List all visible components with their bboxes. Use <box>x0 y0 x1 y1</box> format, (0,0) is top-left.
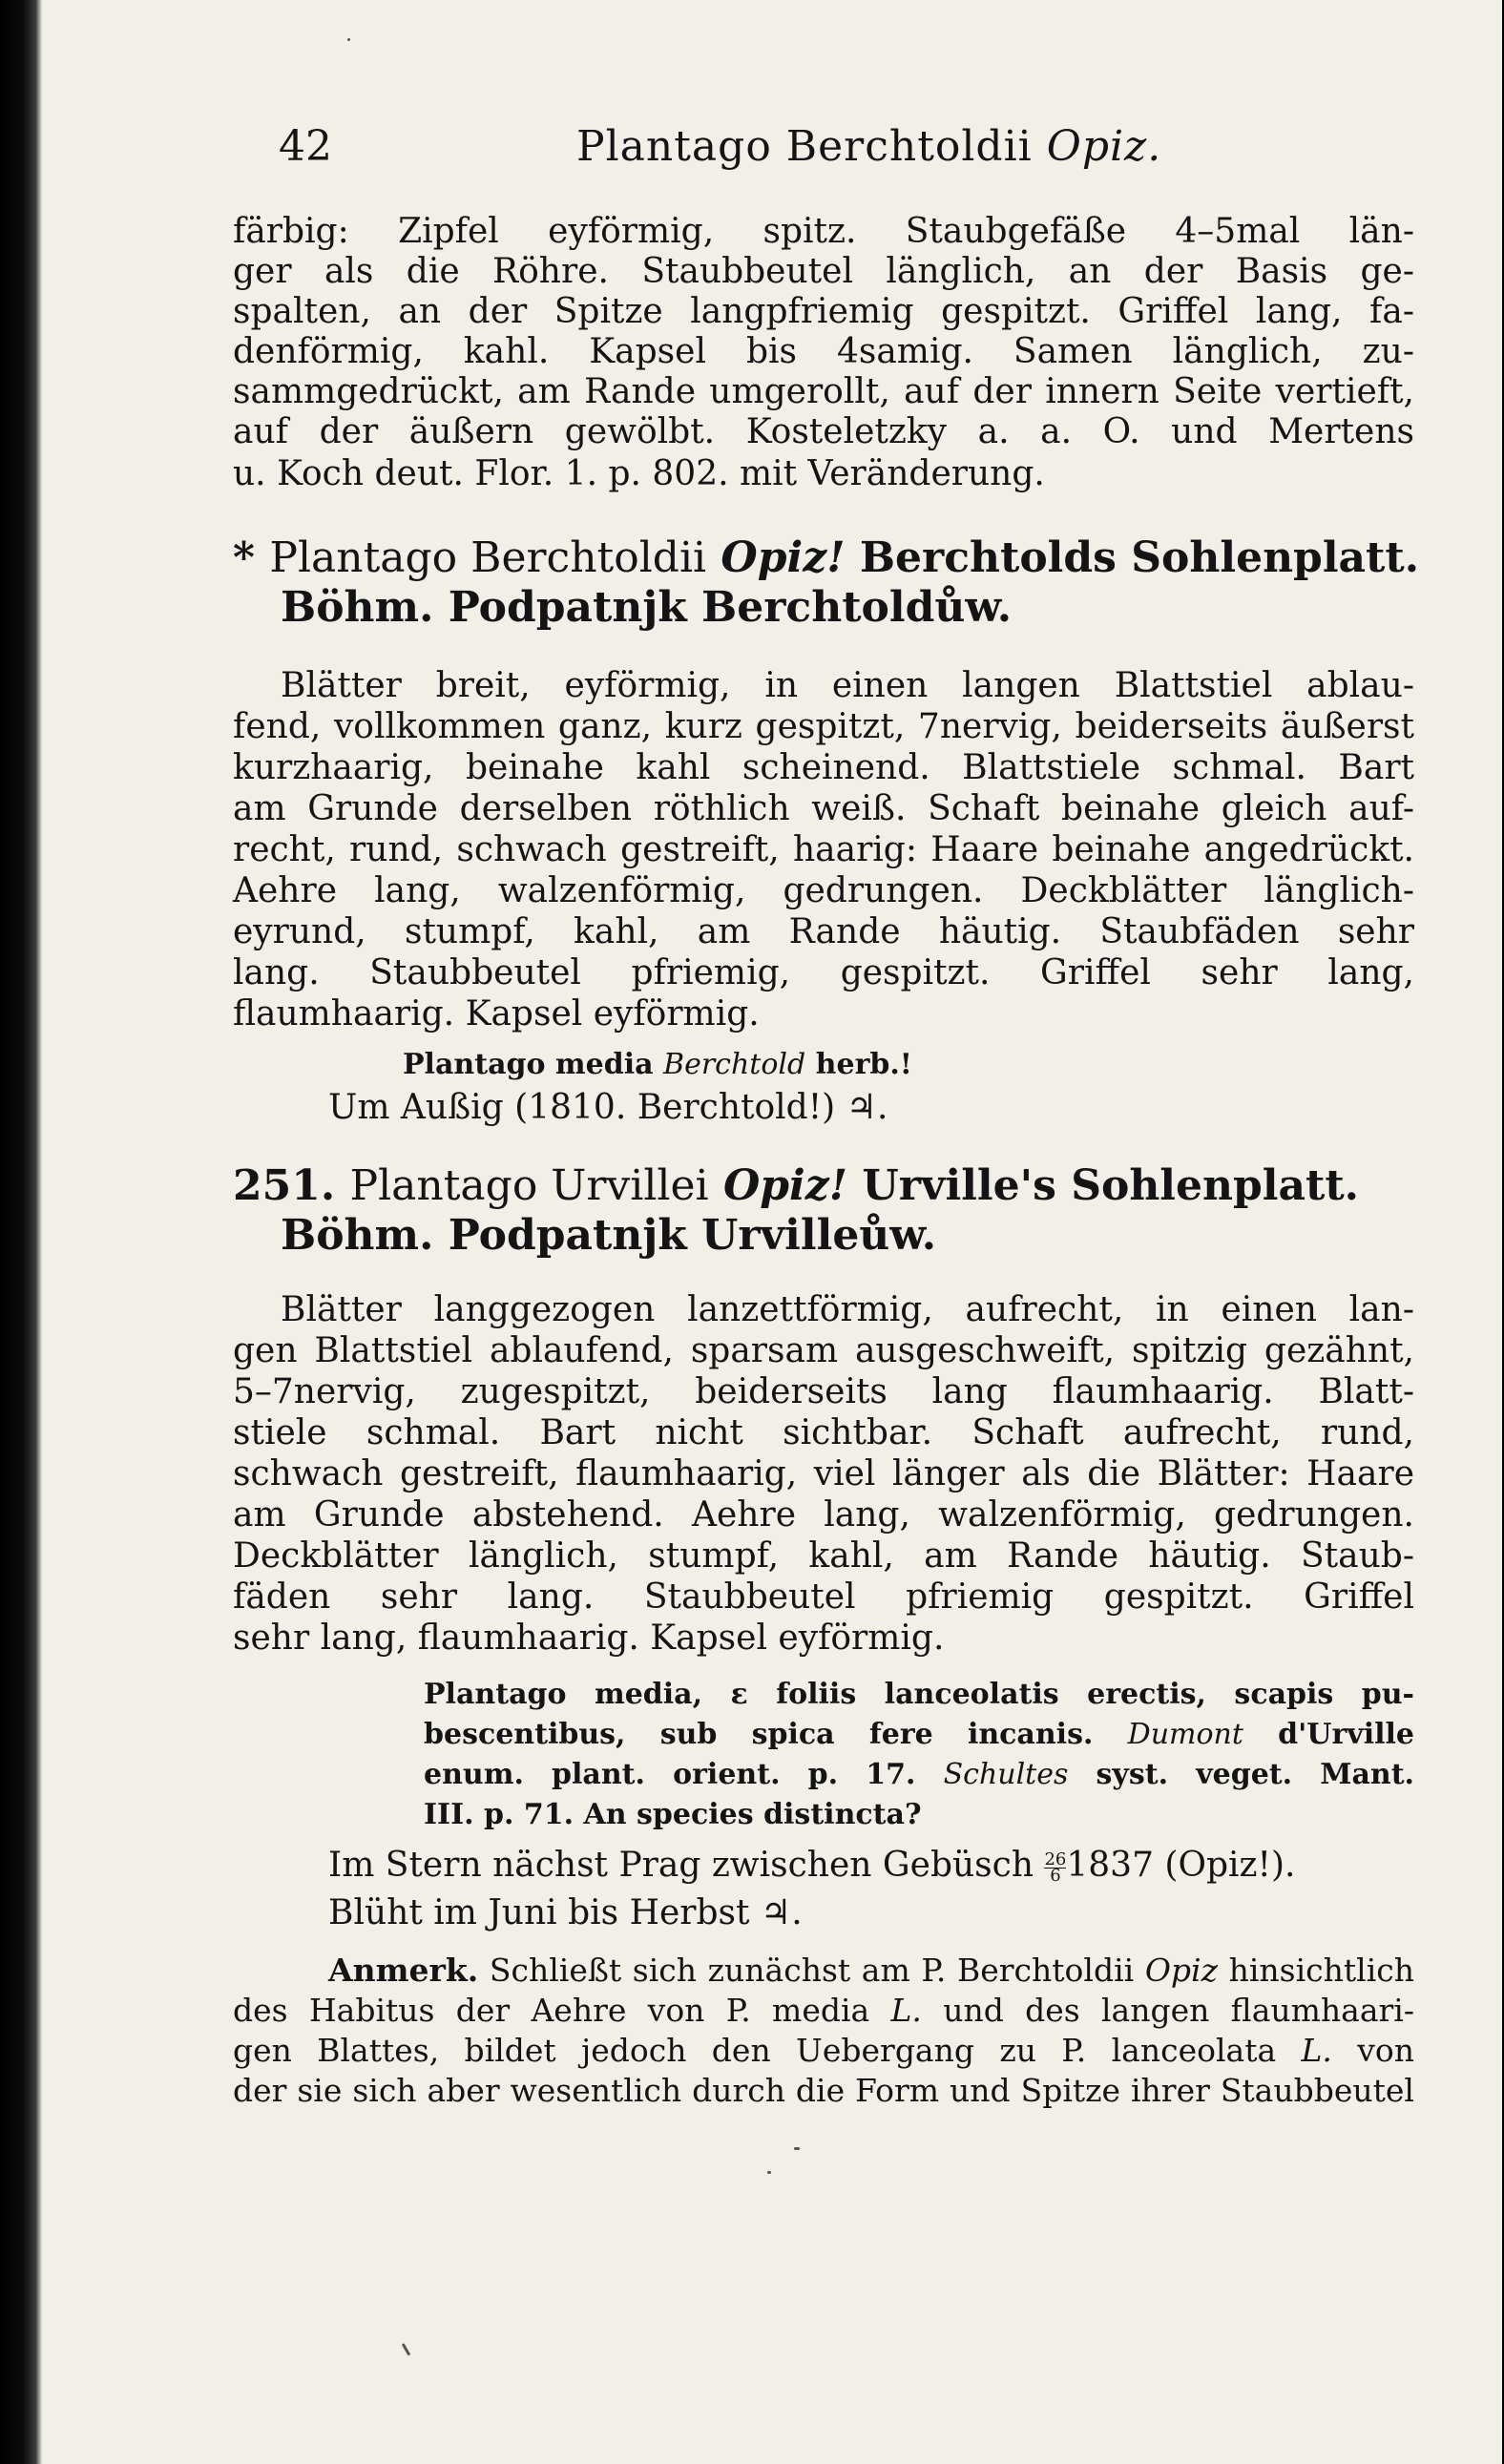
latin-synonym-text: enum. plant. orient. p. 17. <box>424 1758 916 1791</box>
latin-synonym-text: syst. veget. Mant. <box>1096 1758 1414 1791</box>
note-label: Anmerk. <box>328 1952 479 1989</box>
synonym-author: Berchtold <box>663 1048 806 1081</box>
text-line: 5–7nervig, zugespitzt, beiderseits lang flaumhaarig. Blatt- <box>233 1372 1414 1411</box>
scan-speck <box>347 38 350 41</box>
latin-synonym-line <box>424 1758 1414 1791</box>
latin-synonym-text: d'Urville <box>1278 1718 1414 1751</box>
species-bohemian-name: Böhm. Podpatnjk Berchtoldůw. <box>281 583 1013 632</box>
scan-speck <box>767 2171 771 2174</box>
note-line: der sie sich aber wesentlich durch die Form und Spitze ihrer Staubbeutel <box>233 2072 1414 2109</box>
locality-line <box>328 1846 1295 1886</box>
running-title <box>576 122 1161 171</box>
text-line: auf der äußern gewölbt. Kosteletzky a. a. O. und Mertens <box>233 412 1414 451</box>
scan-speck <box>794 2147 800 2150</box>
latin-synonym-line <box>424 1718 1414 1751</box>
note-line <box>233 1991 1414 2031</box>
note-text: von <box>1357 2032 1414 2069</box>
running-title-author: Opiz. <box>1046 122 1162 171</box>
locality-line: Um Außig (1810. Berchtold!) ♃. <box>328 1088 888 1127</box>
note-line <box>328 1951 1414 1991</box>
latin-author: Schultes <box>943 1758 1069 1791</box>
note-text: gen Blattes, bildet jedoch den Uebergang zu P. lanceolata <box>233 2032 1277 2069</box>
species-heading <box>233 1162 1359 1210</box>
running-title-text: Plantago Berchtoldii <box>576 122 1033 171</box>
text-line: spalten, an der Spitze langpfriemig gespitzt. Griffel lang, fa- <box>233 292 1414 331</box>
text-line: kurzhaarig, beinahe kahl scheinend. Blattstiele schmal. Bart <box>233 748 1414 787</box>
species-bohemian-name: Böhm. Podpatnjk Urvilleůw. <box>281 1211 937 1260</box>
locality-year: 1837 (Opiz!). <box>1066 1846 1296 1885</box>
species-heading <box>233 534 1419 582</box>
text-line: Blätter langgezogen lanzettförmig, aufrecht, in einen lan- <box>281 1290 1414 1329</box>
text-line: fend, vollkommen ganz, kurz gespitzt, 7nervig, beiderseits äußerst <box>233 707 1414 746</box>
scan-gutter-shadow <box>0 0 42 2464</box>
species-marker: * <box>233 533 256 582</box>
latin-synonym-line: III. p. 71. An species distincta? <box>424 1798 922 1831</box>
synonym-citation <box>403 1048 912 1081</box>
note-author: Opiz <box>1144 1952 1218 1989</box>
text-line: Deckblätter länglich, stumpf, kahl, am Rande häutig. Staub- <box>233 1536 1414 1576</box>
note-author: L. <box>1301 2032 1332 2069</box>
species-name: Plantago Berchtoldii <box>269 533 707 582</box>
note-author: L. <box>890 1992 922 2029</box>
latin-synonym-line: Plantago media, ε foliis lanceolatis erectis, scapis pu- <box>424 1678 1414 1711</box>
species-author: Opiz! <box>722 1161 848 1210</box>
species-author: Opiz! <box>721 533 846 582</box>
date-day: 26 <box>1044 1848 1067 1869</box>
text-line: flaumhaarig. Kapsel eyförmig. <box>233 994 760 1034</box>
text-line: gen Blattstiel ablaufend, sparsam ausgeschweift, spitzig gezähnt, <box>233 1331 1414 1370</box>
note-text: des Habitus der Aehre von P. media <box>233 1992 870 2029</box>
text-line: fäden sehr lang. Staubbeutel pfriemig gespitzt. Griffel <box>233 1577 1414 1617</box>
synonym-source: herb.! <box>815 1048 912 1081</box>
text-line: recht, rund, schwach gestreift, haarig: Haare beinahe angedrückt. <box>233 830 1414 869</box>
text-line: am Grunde abstehend. Aehre lang, walzenförmig, gedrungen. <box>233 1495 1414 1535</box>
note-text: hinsichtlich <box>1228 1952 1415 1989</box>
text-line: Aehre lang, walzenförmig, gedrungen. Deckblätter länglich- <box>233 871 1414 910</box>
text-line: sammgedrückt, am Rande umgerollt, auf der innern Seite vertieft, <box>233 372 1414 411</box>
text-line: u. Koch deut. Flor. 1. p. 802. mit Veränderung. <box>233 454 1045 493</box>
locality-date-fraction <box>1044 1848 1067 1886</box>
page-number: 42 <box>279 122 332 171</box>
text-line: ger als die Röhre. Staubbeutel länglich, an der Basis ge- <box>233 252 1414 291</box>
latin-synonym-text: bescentibus, sub spica fere incanis. <box>424 1718 1094 1751</box>
species-german-name: Urville's Sohlenplatt. <box>862 1161 1359 1210</box>
species-german-name: Berchtolds Sohlenplatt. <box>859 533 1420 582</box>
species-number: 251. <box>233 1161 336 1210</box>
note-text: und des langen flaumhaari- <box>943 1992 1414 2029</box>
text-line: sehr lang, flaumhaarig. Kapsel eyförmig. <box>233 1618 945 1658</box>
text-line: lang. Staubbeutel pfriemig, gespitzt. Griffel sehr lang, <box>233 953 1414 992</box>
date-month: 6 <box>1044 1868 1066 1884</box>
text-line: stiele schmal. Bart nicht sichtbar. Schaft aufrecht, rund, <box>233 1413 1414 1452</box>
latin-author: Dumont <box>1127 1718 1243 1751</box>
locality-text: Im Stern nächst Prag zwischen Gebüsch <box>328 1846 1034 1885</box>
text-line: schwach gestreift, flaumhaarig, viel länger als die Blätter: Haare <box>233 1454 1414 1493</box>
text-line: eyrund, stumpf, kahl, am Rande häutig. Staubfäden sehr <box>233 912 1414 951</box>
flowering-line: Blüht im Juni bis Herbst ♃. <box>328 1893 803 1932</box>
note-text: Schließt sich zunächst am P. Berchtoldii <box>489 1952 1135 1989</box>
text-line: Blätter breit, eyförmig, in einen langen Blattstiel ablau- <box>281 666 1414 705</box>
book-page <box>42 0 1502 2464</box>
species-name: Plantago Urvillei <box>349 1161 709 1210</box>
synonym-name: Plantago media <box>403 1048 654 1081</box>
scan-speck <box>402 2343 411 2356</box>
text-line: färbig: Zipfel eyförmig, spitz. Staubgefäße 4–5mal län- <box>233 212 1414 251</box>
text-line: am Grunde derselben röthlich weiß. Schaft beinahe gleich auf- <box>233 789 1414 828</box>
text-line: denförmig, kahl. Kapsel bis 4samig. Samen länglich, zu- <box>233 332 1414 371</box>
note-line <box>233 2031 1414 2071</box>
